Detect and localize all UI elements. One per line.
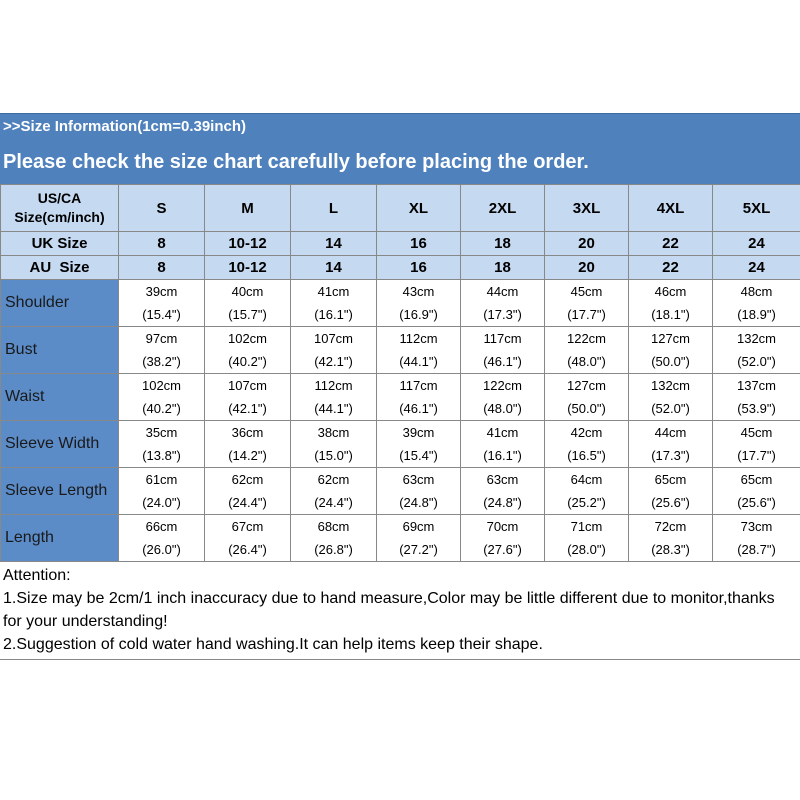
cm-value: 107cm <box>313 331 354 346</box>
measurement-cell <box>545 327 629 374</box>
inch-value: (28.3") <box>651 542 690 557</box>
uk-size-cell: 20 <box>545 232 629 256</box>
measurement-label: Length <box>1 515 119 562</box>
measurement-cell <box>205 327 291 374</box>
inch-value: (42.1") <box>314 354 353 369</box>
measurement-cell <box>461 327 545 374</box>
inch-value: (40.2") <box>228 354 267 369</box>
inch-value: (24.4") <box>228 495 267 510</box>
inch-value: (16.9") <box>399 307 438 322</box>
inch-value: (25.6") <box>737 495 776 510</box>
au-size-row <box>1 256 800 280</box>
cm-value: 71cm <box>570 519 603 534</box>
measurement-cell <box>461 468 545 515</box>
cm-value: 73cm <box>740 519 773 534</box>
measurement-cell <box>377 374 461 421</box>
cm-value: 72cm <box>654 519 687 534</box>
corner-label-line1: US/CA <box>37 190 82 206</box>
cm-value: 63cm <box>402 472 435 487</box>
cm-value: 102cm <box>227 331 268 346</box>
cm-value: 69cm <box>402 519 435 534</box>
cm-value: 117cm <box>399 378 438 393</box>
corner-label-line2: Size(cm/inch) <box>14 209 105 225</box>
size-header-cell: 4XL <box>629 185 713 232</box>
cm-value: 41cm <box>317 284 350 299</box>
measurement-cell <box>629 280 713 327</box>
size-corner-label <box>1 185 119 232</box>
au-size-cell: 10-12 <box>205 256 291 280</box>
cm-value: 117cm <box>483 331 522 346</box>
size-header-cell: S <box>119 185 205 232</box>
order-notice-banner: Please check the size chart carefully before placing the order. <box>0 140 800 184</box>
size-table <box>0 184 800 562</box>
inch-value: (15.0") <box>314 448 353 463</box>
cm-value: 122cm <box>482 378 523 393</box>
cm-value: 65cm <box>654 472 687 487</box>
measurement-cell <box>291 374 377 421</box>
uk-size-cell: 18 <box>461 232 545 256</box>
measurement-label: Bust <box>1 327 119 374</box>
measurement-cell <box>629 327 713 374</box>
attention-notes <box>0 562 800 660</box>
measurement-cell <box>291 515 377 562</box>
cm-value: 62cm <box>317 472 350 487</box>
cm-value: 64cm <box>570 472 603 487</box>
au-size-cell: 18 <box>461 256 545 280</box>
inch-value: (38.2") <box>142 354 181 369</box>
au-size-cell: 20 <box>545 256 629 280</box>
uk-size-cell: 16 <box>377 232 461 256</box>
inch-value: (48.0") <box>483 401 522 416</box>
measurement-cell <box>713 327 800 374</box>
cm-value: 44cm <box>486 284 519 299</box>
inch-value: (14.2") <box>228 448 267 463</box>
inch-value: (16.5") <box>567 448 606 463</box>
au-size-label: AU Size <box>1 256 119 280</box>
au-size-cell: 16 <box>377 256 461 280</box>
au-size-cell: 24 <box>713 256 800 280</box>
measurement-cell <box>119 327 205 374</box>
measurement-row <box>1 468 800 515</box>
measurement-cell <box>377 280 461 327</box>
cm-value: 137cm <box>736 378 777 393</box>
inch-value: (28.0") <box>567 542 606 557</box>
measurement-cell <box>291 421 377 468</box>
measurement-row <box>1 374 800 421</box>
measurement-cell <box>119 421 205 468</box>
inch-value: (15.4") <box>399 448 438 463</box>
cm-value: 132cm <box>736 331 777 346</box>
measurement-cell <box>119 468 205 515</box>
cm-value: 46cm <box>654 284 687 299</box>
inch-value: (27.6") <box>483 542 522 557</box>
measurement-cell <box>713 468 800 515</box>
inch-value: (13.8") <box>142 448 181 463</box>
cm-value: 35cm <box>145 425 178 440</box>
cm-value: 45cm <box>740 425 773 440</box>
cm-value: 122cm <box>566 331 607 346</box>
cm-value: 127cm <box>650 331 691 346</box>
inch-value: (26.4") <box>228 542 267 557</box>
cm-value: 39cm <box>402 425 435 440</box>
inch-value: (26.8") <box>314 542 353 557</box>
uk-size-cell: 22 <box>629 232 713 256</box>
cm-value: 61cm <box>145 472 178 487</box>
cm-value: 102cm <box>141 378 182 393</box>
measurement-cell <box>461 515 545 562</box>
measurement-cell <box>545 515 629 562</box>
measurement-row <box>1 327 800 374</box>
cm-value: 97cm <box>145 331 178 346</box>
measurement-cell <box>205 421 291 468</box>
measurement-cell <box>713 374 800 421</box>
measurement-row <box>1 421 800 468</box>
inch-value: (48.0") <box>567 354 606 369</box>
inch-value: (24.8") <box>483 495 522 510</box>
cm-value: 68cm <box>317 519 350 534</box>
measurement-cell <box>545 374 629 421</box>
cm-value: 38cm <box>317 425 350 440</box>
inch-value: (25.6") <box>651 495 690 510</box>
cm-value: 127cm <box>566 378 607 393</box>
measurement-cell <box>629 421 713 468</box>
measurement-cell <box>291 327 377 374</box>
size-header-cell: 5XL <box>713 185 800 232</box>
measurement-cell <box>629 374 713 421</box>
cm-value: 40cm <box>231 284 264 299</box>
inch-value: (28.7") <box>737 542 776 557</box>
inch-value: (17.3") <box>651 448 690 463</box>
cm-value: 107cm <box>227 378 268 393</box>
uk-size-cell: 10-12 <box>205 232 291 256</box>
cm-value: 42cm <box>570 425 603 440</box>
au-size-cell: 14 <box>291 256 377 280</box>
uk-size-label: UK Size <box>1 232 119 256</box>
inch-value: (18.1") <box>651 307 690 322</box>
measurement-cell <box>291 468 377 515</box>
notes-line-2: 2.Suggestion of cold water hand washing.It can help items keep their shape. <box>3 636 543 653</box>
cm-value: 43cm <box>402 284 435 299</box>
cm-value: 36cm <box>231 425 264 440</box>
inch-value: (17.7") <box>567 307 606 322</box>
measurement-cell <box>629 515 713 562</box>
inch-value: (46.1") <box>483 354 522 369</box>
cm-value: 39cm <box>145 284 178 299</box>
measurement-cell <box>205 280 291 327</box>
cm-value: 112cm <box>314 378 353 393</box>
uk-size-cell: 24 <box>713 232 800 256</box>
inch-value: (25.2") <box>567 495 606 510</box>
cm-value: 62cm <box>231 472 264 487</box>
measurement-cell <box>205 468 291 515</box>
au-size-cell: 8 <box>119 256 205 280</box>
uk-size-cell: 8 <box>119 232 205 256</box>
measurement-cell <box>545 280 629 327</box>
inch-value: (17.7") <box>737 448 776 463</box>
inch-value: (44.1") <box>399 354 438 369</box>
measurement-cell <box>377 327 461 374</box>
size-header-cell: M <box>205 185 291 232</box>
uk-size-cell: 14 <box>291 232 377 256</box>
inch-value: (44.1") <box>314 401 353 416</box>
inch-value: (15.4") <box>142 307 181 322</box>
size-header-cell: 3XL <box>545 185 629 232</box>
size-header-row <box>1 185 800 232</box>
cm-value: 67cm <box>231 519 264 534</box>
notes-line-1: 1.Size may be 2cm/1 inch inaccuracy due to hand measure,Color may be little different due to monitor,thanks for your understanding! <box>3 590 775 630</box>
inch-value: (15.7") <box>228 307 267 322</box>
cm-value: 132cm <box>650 378 691 393</box>
inch-value: (42.1") <box>228 401 267 416</box>
cm-value: 44cm <box>654 425 687 440</box>
measurement-cell <box>119 374 205 421</box>
notes-title: Attention: <box>3 567 71 584</box>
measurement-cell <box>291 280 377 327</box>
inch-value: (26.0") <box>142 542 181 557</box>
measurement-cell <box>377 468 461 515</box>
size-header-cell: L <box>291 185 377 232</box>
au-size-cell: 22 <box>629 256 713 280</box>
measurement-cell <box>205 374 291 421</box>
measurement-cell <box>461 280 545 327</box>
inch-value: (50.0") <box>567 401 606 416</box>
inch-value: (16.1") <box>314 307 353 322</box>
inch-value: (24.0") <box>142 495 181 510</box>
inch-value: (24.8") <box>399 495 438 510</box>
measurement-cell <box>461 374 545 421</box>
measurement-cell <box>377 421 461 468</box>
measurement-cell <box>713 515 800 562</box>
measurement-cell <box>713 280 800 327</box>
measurement-label: Sleeve Length <box>1 468 119 515</box>
measurement-cell <box>713 421 800 468</box>
size-chart-sheet <box>0 113 800 660</box>
measurement-cell <box>205 515 291 562</box>
measurement-row <box>1 515 800 562</box>
inch-value: (46.1") <box>399 401 438 416</box>
size-info-banner: >>Size Information(1cm=0.39inch) <box>0 113 800 140</box>
inch-value: (52.0") <box>737 354 776 369</box>
inch-value: (52.0") <box>651 401 690 416</box>
size-header-cell: XL <box>377 185 461 232</box>
measurement-cell <box>545 468 629 515</box>
cm-value: 112cm <box>399 331 438 346</box>
cm-value: 41cm <box>486 425 519 440</box>
measurement-row <box>1 280 800 327</box>
measurement-cell <box>119 515 205 562</box>
cm-value: 65cm <box>740 472 773 487</box>
cm-value: 70cm <box>486 519 519 534</box>
cm-value: 63cm <box>486 472 519 487</box>
measurement-cell <box>377 515 461 562</box>
measurement-label: Sleeve Width <box>1 421 119 468</box>
inch-value: (40.2") <box>142 401 181 416</box>
cm-value: 48cm <box>740 284 773 299</box>
measurement-label: Shoulder <box>1 280 119 327</box>
measurement-label: Waist <box>1 374 119 421</box>
cm-value: 45cm <box>570 284 603 299</box>
inch-value: (53.9") <box>737 401 776 416</box>
size-header-cell: 2XL <box>461 185 545 232</box>
measurement-cell <box>119 280 205 327</box>
inch-value: (27.2") <box>399 542 438 557</box>
cm-value: 66cm <box>145 519 178 534</box>
uk-size-row <box>1 232 800 256</box>
measurement-cell <box>629 468 713 515</box>
inch-value: (17.3") <box>483 307 522 322</box>
inch-value: (24.4") <box>314 495 353 510</box>
inch-value: (16.1") <box>483 448 522 463</box>
measurement-cell <box>461 421 545 468</box>
inch-value: (50.0") <box>651 354 690 369</box>
inch-value: (18.9") <box>737 307 776 322</box>
measurement-cell <box>545 421 629 468</box>
